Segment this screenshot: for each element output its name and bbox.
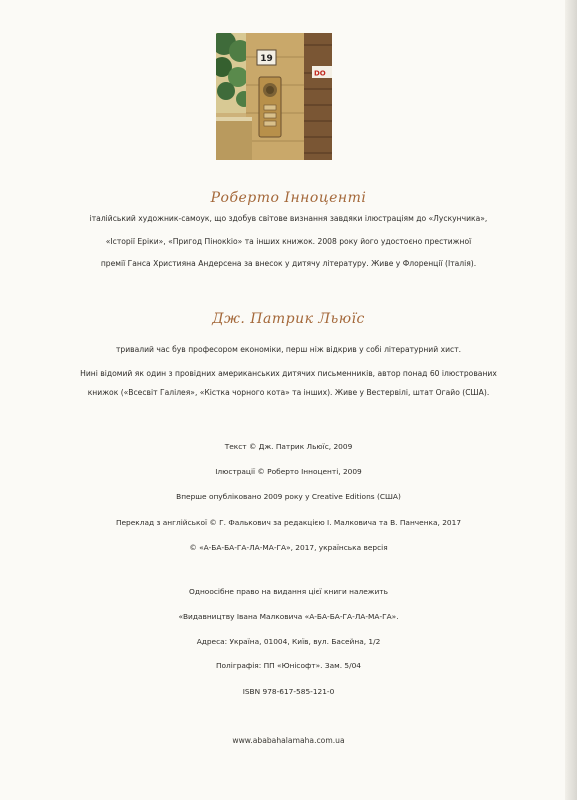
credit-translation: Переклад з англійської © Г. Фалькович за редакцією І. Малковича та В. Панченка, 2017 — [115, 518, 462, 527]
cover-illustration — [216, 33, 332, 160]
author-bio-line: «Історії Еріки», «Пригод Пінокkio» та інших книжок. 2008 року його удостоєно престижної — [105, 237, 472, 246]
writer-name: Дж. Патрик Льюїс — [212, 311, 365, 327]
publisher-address: Адреса: Україна, 01004, Київ, вул. Басейна, 1/2 — [196, 637, 381, 646]
author-bio-line: італійський художник-самоук, що здобув світове визнання завдяки ілюстраціям до «Лускунчика», — [89, 214, 488, 223]
isbn: ISBN 978-617-585-121-0 — [242, 687, 335, 696]
credit-publisher: © «А-БА-БА-ГА-ЛА-МА-ГА», 2017, українська версія — [189, 543, 388, 552]
credit-first-published: Вперше опубліковано 2009 року у Creative Editions (США) — [176, 492, 401, 501]
credit-text: Текст © Дж. Патрик Льюїс, 2009 — [224, 442, 353, 451]
rights-line: «Видавництву Івана Малковича «А-БА-БА-ГА-ЛА-МА-ГА». — [178, 612, 399, 621]
writer-bio-line: тривалий час був професором економіки, перш ніж відкрив у собі літературний хист. — [115, 345, 462, 354]
credit-illustrations: Ілюстрації © Роберто Інноценті, 2009 — [215, 467, 362, 476]
writer-bio-line: книжок («Всесвіт Галілея», «Кістка чорного кота» та інших). Живе у Вестервілі, штат Огайо (США). — [87, 388, 490, 397]
website-link[interactable]: www.ababahalamaha.com.ua — [232, 736, 345, 745]
house-number: 19 — [260, 54, 273, 64]
printing-info: Поліграфія: ПП «Юнісофт». Зам. 5/04 — [215, 661, 362, 670]
writer-bio-line: Нині відомий як один з провідних американських дитячих письменників, автор понад 60 ілюстрованих — [80, 369, 497, 378]
author-bio-line: премії Ганса Християна Андерсена за внесок у дитячу літературу. Живе у Флоренції (Італія). — [100, 259, 477, 268]
door-sign-text: DO — [314, 69, 326, 78]
rights-line: Одноосібне право на видання цієї книги належить — [189, 587, 388, 596]
page-edge — [565, 0, 577, 800]
author-name: Роберто Інноценті — [210, 190, 367, 206]
